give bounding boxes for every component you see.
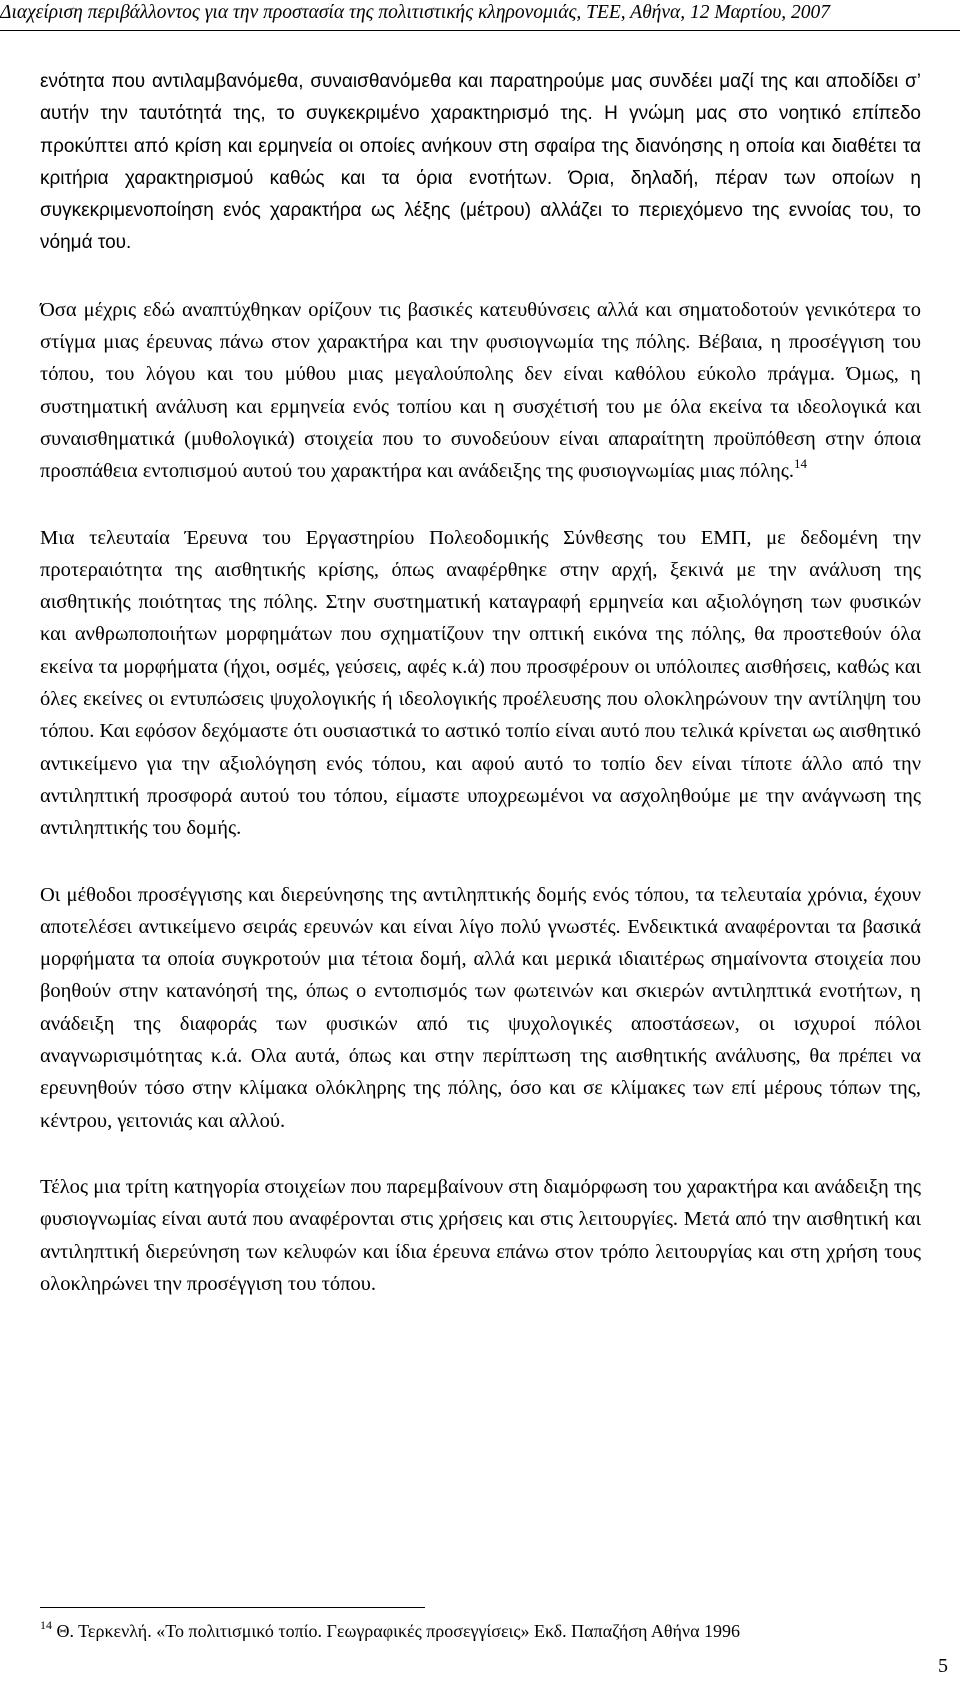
paragraph-1: ενότητα που αντιλαμβανόμεθα, συναισθανόμεθα και παρατηρούμε μας συνδέει μαζί της και αποδίδει σ’ αυτήν την ταυτότητά της, το συγκεκριμένο χαρακτηρισμό της. Η γνώμη μας στο νοητικό επίπεδο προκύπτει από κρίση και ερμηνεία οι οποίες ανήκουν στη σφαίρα της διανόησης η οποία και διαθέτει τα κριτήρια χαρακτηρισμού καθώς και τα όρια ενοτήτων. Όρια, δηλαδή, πέραν των οποίων η συγκεκριμενοποίηση ενός χαρακτήρα ως λέξης (μέτρου) αλλάζει το περιεχόμενο της εννοίας του, το νόημά του. [40,71,921,254]
paragraph-gap [40,845,921,879]
paragraph-gap [40,1137,921,1171]
footnote [40,1618,930,1644]
page-number: 5 [938,1655,948,1677]
paragraph-3: Μια τελευταία Έρευνα του Εργαστηρίου Πολεοδομικής Σύνθεσης του ΕΜΠ, με δεδομένη την προτεραιότητα της αισθητικής κρίσης, όπως αναφέρθηκε στην αρχή, ξεκινά με την ανάλυση της αισθητικής ποιότητας της πόλης. Στην συστηματική καταγραφή ερμηνεία και αξιολόγηση των φυσικών και ανθρωποποιήτων μορφημάτων που σχηματίζουν την οπτική εικόνα της πόλης, θα προστεθούν όλα εκείνα τα μορφήματα (ήχοι, οσμές, γεύσεις, αφές κ.ά) που προσφέρουν οι υπόλοιπες αισθήσεις, καθώς και όλες εκείνες οι εντυπώσεις ψυχολογικής ή ιδεολογικής προέλευσης που ολοκληρώνουν την αντίληψη του τόπου. Και εφόσον δεχόμαστε ότι ουσιαστικά το αστικό τοπίο είναι αυτό που τελικά κρίνεται ως αισθητικό αντικείμενο για την αξιολόγηση ενός τόπου, και αφού αυτό το τοπίο δεν είναι τίποτε άλλο από την αντιληπτική προσφορά αυτού του τόπου, είμαστε υποχρεωμένοι να ασχοληθούμε με την ανάγνωση της αντιληπτικής του δομής. [40,526,921,840]
paragraph-gap [40,488,921,522]
running-header: Διαχείριση περιβάλλοντος για την προστασία της πολιτιστικής κληρονομιάς, ΤΕΕ, Αθήνα, 12 Μαρτίου, 2007 [0,2,831,23]
footnote-reference[interactable]: 14 [794,456,808,472]
paragraph-5: Τέλος μια τρίτη κατηγορία στοιχείων που παρεμβαίνουν στη διαμόρφωση του χαρακτήρα και ανάδειξη της φυσιογνωμίας είναι αυτά που αναφέρονται στις χρήσεις και στις λειτουργίες. Μετά από την αισθητική και αντιληπτική διερεύνηση των κελυφών και ίδια έρευνα επάνω στον τρόπο λειτουργίας και στη χρήση τους ολοκληρώνει την προσέγγιση του τόπου. [40,1175,921,1295]
paragraph-4: Οι μέθοδοι προσέγγισης και διερεύνησης της αντιληπτικής δομής ενός τόπου, τα τελευταία χρόνια, έχουν αποτελέσει αντικείμενο σειράς ερευνών και είναι λίγο πολύ γνωστές. Ενδεικτικά αναφέρονται τα βασικά μορφήματα τα οποία συγκροτούν μια τέτοια δομή, αλλά και μερικά ιδιαιτέρως σημαίνοντα στοιχεία που βοηθούν στην κατανόησή της, όπως ο εντοπισμός των φωτεινών και σκιερών αντιληπτικά ενοτήτων, η ανάδειξη της διαφοράς των φυσικών από τις ψυχολογικές αποστάσεων, οι ισχυροί πόλοι αναγνωρισιμότητας κ.ά. Ολα αυτά, όπως και στην περίπτωση της αισθητικής ανάλυσης, θα πρέπει να ερευνηθούν τόσο στην κλίμακα ολόκληρης της πόλης, όσο και σε κλίμακες των επί μέρους τόπων της, κέντρου, γειτονιάς και αλλού. [40,883,921,1132]
header-divider [0,30,960,31]
paragraph-2-text: Όσα μέχρις εδώ αναπτύχθηκαν ορίζουν τις βασικές κατευθύνσεις αλλά και σηματοδοτούν γενικότερα το στίγμα μιας έρευνας πάνω στον χαρακτήρα και την φυσιογνωμία της πόλης. Βέβαια, η προσέγγιση του τόπου, του λόγου και του μύθου μιας μεγαλούπολης δεν είναι καθόλου εύκολο πράγμα. Όμως, η συστηματική ανάλυση και ερμηνεία ενός τοπίου και η συσχέτισή του με όλα εκείνα τα ιδεολογικά και συναισθηματικά (μυθολογικά) στοιχεία που το συνοδεύουν είναι απαραίτητη προϋπόθεση στην όποια προσπάθεια εντοπισμού αυτού του χαρακτήρα και ανάδειξης της φυσιογνωμίας μιας πόλης. [40,298,921,483]
paragraph-2 [40,294,921,488]
footnote-number: 14 [40,1618,52,1632]
paragraph-gap [40,260,921,294]
body-text [40,66,921,1300]
footnote-text: Θ. Τερκενλή. «Το πολιτισμικό τοπίο. Γεωγραφικές προσεγγίσεις» Εκδ. Παπαζήση Αθήνα 1996 [56,1621,740,1641]
footnote-divider [40,1607,425,1608]
